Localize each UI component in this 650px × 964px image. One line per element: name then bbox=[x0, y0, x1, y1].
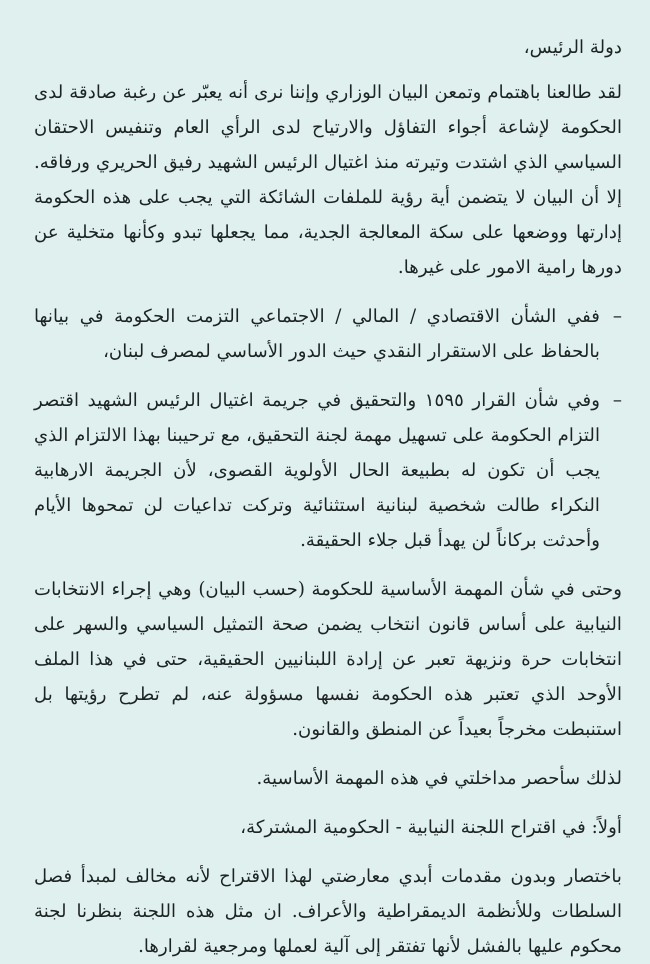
greeting: دولة الرئيس، bbox=[523, 37, 622, 58]
bullet-dash-marker: – bbox=[612, 390, 622, 411]
bullet-item-economy bbox=[34, 299, 622, 369]
bullet-item-investigation bbox=[34, 383, 622, 558]
paragraph-intro: لقد طالعنا باهتمام وتمعن البيان الوزاري وإننا نرى أنه يعبّر عن رغبة صادقة لدى الحكومة لإشاعة أجواء التفاؤل والارتياح لدى الرأي العام وتنفيس الاحتقان السياسي الذي اشتدت وتيرته منذ اغتيال الرئيس الشهيد رفيق الحريري ورفاقه. إلا أن البيان لا يتضمن أية رؤية للملفات الشائكة التي يجب على هذه الحكومة إدارتها ووضعها على سكة المعالجة الجدية، مما يجعلها تبدو وكأنها متخلية عن دورها رامية الامور على غيرها. bbox=[34, 82, 622, 278]
bullet-text-economy: ففي الشأن الاقتصادي / المالي / الاجتماعي التزمت الحكومة في بيانها بالحفاظ على الاستقرار النقدي حيث الدور الأساسي لمصرف لبنان، bbox=[34, 306, 600, 362]
paragraph-firstly-heading: أولاً: في اقتراح اللجنة النيابية - الحكومية المشتركة، bbox=[240, 817, 622, 838]
paragraph-elections: وحتى في شأن المهمة الأساسية للحكومة (حسب البيان) وهي إجراء الانتخابات النيابية على أساس قانون انتخاب يضمن صحة التمثيل السياسي والسهر على انتخابات حرة ونزيهة تعبر عن إرادة اللبنانيين الحقيقية، حتى في هذا الملف الأوحد الذي تعتبر هذه الحكومة نفسها مسؤولة عنه، لم تطرح رؤيتها بل استنبطت مخرجاً بعيداً عن المنطق والقانون. bbox=[34, 579, 622, 740]
paragraph-focus: لذلك سأحصر مداخلتي في هذه المهمة الأساسية. bbox=[256, 768, 622, 789]
paragraph-committee-opposition: باختصار وبدون مقدمات أبدي معارضتي لهذا الاقتراح لأنه مخالف لمبدأ فصل السلطات وللأنظمة الديمقراطية والأعراف. ان مثل هذه اللجنة بنظرنا لجنة محكوم عليها بالفشل لأنها تفتقر إلى آلية لعملها ومرجعية لقرارها. bbox=[34, 866, 622, 957]
bullet-text-investigation: وفي شأن القرار ١٥٩٥ والتحقيق في جريمة اغتيال الرئيس الشهيد اقتصر التزام الحكومة على تسهيل مهمة لجنة التحقيق، مع ترحيبنا بهذا الالتزام الذي يجب أن تكون له بطبيعة الحال الأولوية القصوى، لأن الجريمة الارهابية النكراء طالت شخصية لبنانية استثنائية وتركت تداعيات لن تمحوها الأيام وأحدثت بركاناً لن يهدأ قبل جلاء الحقيقة. bbox=[34, 390, 600, 551]
document-page bbox=[34, 30, 622, 957]
bullet-dash-marker: – bbox=[612, 306, 622, 327]
